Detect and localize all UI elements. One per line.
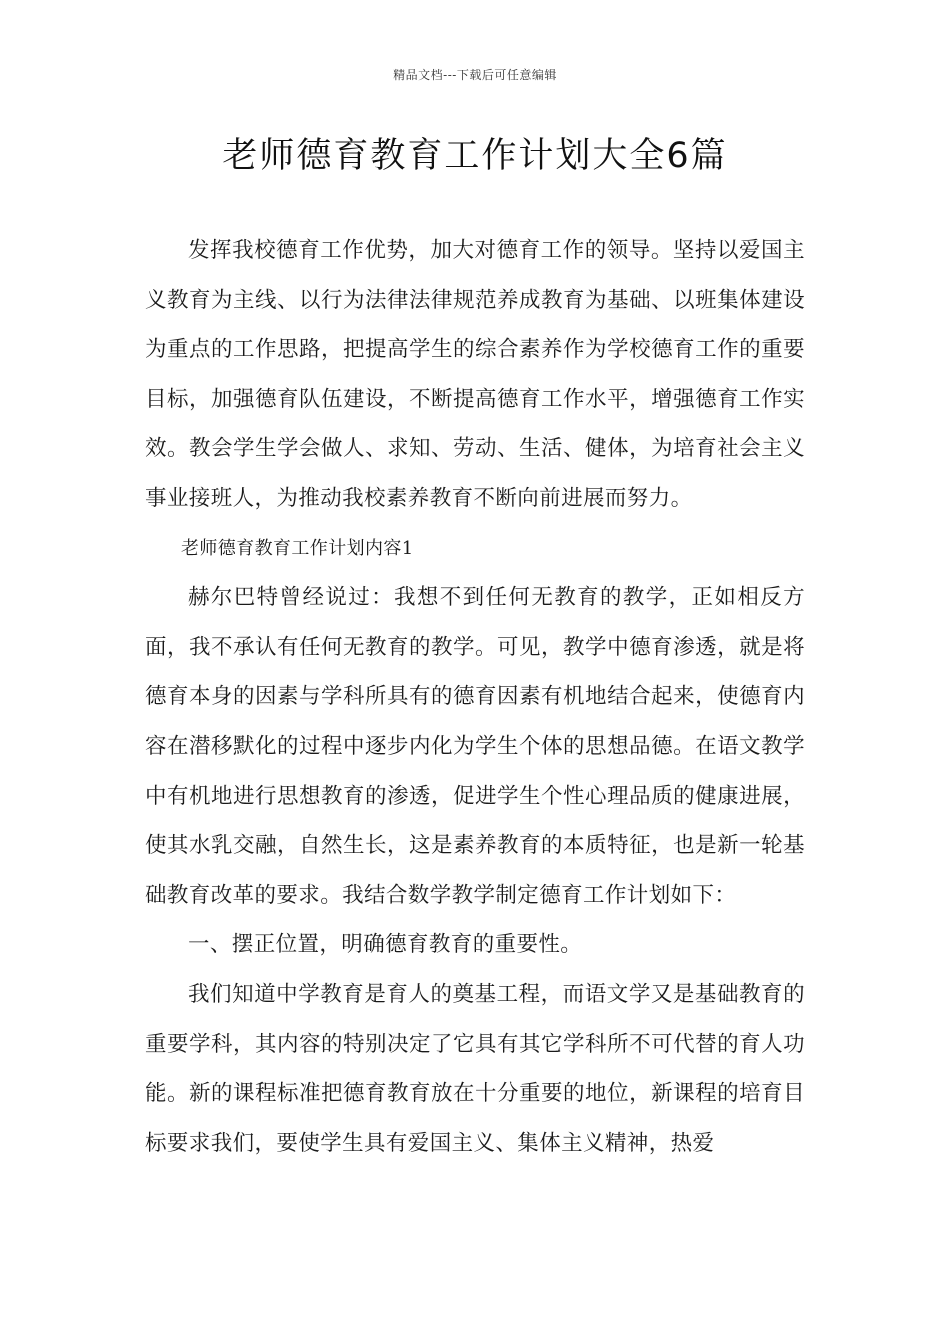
- document-body: [145, 226, 805, 1168]
- section-heading: 老师德育教育工作计划内容1: [181, 537, 414, 559]
- paragraph-herbart: 赫尔巴特曾经说过：我想不到任何无教育的教学，正如相反方面，我不承认有任何无教育的教学。可见，教学中德育渗透，就是将德育本身的因素与学科所具有的德育因素有机地结合起来，使德育内容在潜移默化的过程中逐步内化为学生个体的思想品德。在语文教学中有机地进行思想教育的渗透，促进学生个性心理品质的健康进展，使其水乳交融，自然生长，这是素养教育的本质特征，也是新一轮基础教育改革的要求。我结合数学教学制定德育工作计划如下：: [145, 585, 805, 908]
- document-title: 老师德育教育工作计划大全6篇: [222, 136, 728, 176]
- header-note: 精品文档---下载后可任意编辑: [393, 68, 557, 82]
- paragraph-intro: 发挥我校德育工作优势，加大对德育工作的领导。坚持以爱国主义教育为主线、以行为法律法律规范养成教育为基础、以班集体建设为重点的工作思路，把提高学生的综合素养作为学校德育工作的重要目标，加强德育队伍建设，不断提高德育工作水平，增强德育工作实效。教会学生学会做人、求知、劳动、生活、健体，为培育社会主义事业接班人，为推动我校素养教育不断向前进展而努力。: [145, 238, 805, 511]
- paragraph-importance: 我们知道中学教育是育人的奠基工程，而语文学又是基础教育的重要学科，其内容的特别决定了它具有其它学科所不可代替的育人功能。新的课程标准把德育教育放在十分重要的地位，新课程的培育目标要求我们，要使学生具有爱国主义、集体主义精神，热爱: [145, 981, 805, 1156]
- paragraph-point-one: 一、摆正位置，明确德育教育的重要性。: [188, 932, 583, 958]
